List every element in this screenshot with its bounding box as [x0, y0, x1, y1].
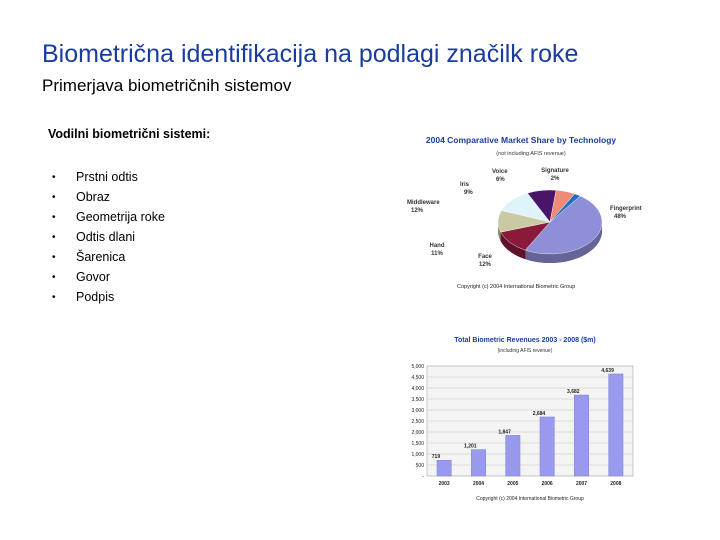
- bar-value-label: 3,682: [567, 388, 580, 395]
- list-item-label: Prstni odtis: [76, 170, 138, 184]
- list-item-label: Šarenica: [76, 250, 126, 264]
- pie-label-face: Face: [478, 254, 492, 260]
- list-item-label: Geometrija roke: [76, 210, 165, 224]
- list-item: [52, 167, 165, 187]
- pie-chart-title: 2004 Comparative Market Share by Technology: [425, 135, 617, 145]
- pie-slices: [498, 190, 602, 263]
- pie-label-signature: Signature: [541, 168, 569, 174]
- bar-2006: [540, 417, 554, 476]
- bar-x-tick-label: 2006: [541, 481, 553, 487]
- list-item-label: Odtis dlani: [76, 230, 136, 244]
- bar-y-ticks: [411, 364, 424, 480]
- bar-value-label: 4,639: [601, 367, 614, 374]
- bar-y-tick-label: 4,000: [411, 386, 424, 392]
- list-item: [52, 267, 165, 287]
- bullet-icon: •: [52, 171, 56, 183]
- bar-y-tick-label: 2,000: [411, 430, 424, 436]
- bar-2005: [506, 435, 520, 476]
- bar-value-label: 719: [431, 454, 441, 461]
- pie-label-iris: Iris: [460, 182, 470, 188]
- bar-2007: [574, 395, 588, 476]
- bar-x-tick-label: 2003: [438, 481, 450, 487]
- list-item: [52, 207, 165, 227]
- list-item-label: Podpis: [76, 290, 115, 304]
- pie-value-signature: 2%: [550, 176, 560, 182]
- bar-chart-svg: [395, 330, 640, 505]
- bar-chart-copyright: Copyright (c) 2004 International Biometric Group: [476, 496, 584, 502]
- pie-value-iris: 9%: [464, 190, 473, 196]
- list-item: [52, 227, 165, 247]
- bar-y-tick-label: -: [422, 474, 424, 480]
- bar-x-tick-label: 2008: [610, 481, 622, 487]
- market-share-pie-chart: [405, 130, 642, 295]
- pie-value-voice: 6%: [496, 177, 505, 183]
- bar-x-tick-label: 2005: [507, 481, 519, 487]
- pie-chart-svg: [405, 130, 642, 295]
- pie-value-hand: 11%: [431, 251, 443, 257]
- bullet-icon: •: [52, 231, 56, 243]
- pie-label-voice: Voice: [492, 169, 508, 175]
- list-item-label: Govor: [76, 270, 111, 284]
- bar-y-tick-label: 1,000: [411, 452, 424, 458]
- section-heading: Vodilni biometrični sistemi:: [48, 127, 211, 141]
- list-item: [52, 247, 165, 267]
- bar-y-tick-label: 3,500: [411, 397, 424, 403]
- bar-2004: [471, 450, 485, 476]
- bar-value-label: 2,684: [532, 410, 546, 417]
- bullet-icon: •: [52, 251, 56, 263]
- bar-2003: [437, 460, 451, 476]
- bullet-icon: •: [52, 291, 56, 303]
- bar-value-label: 1,201: [464, 443, 477, 450]
- bar-2008: [609, 374, 623, 476]
- bar-x-tick-label: 2007: [575, 481, 588, 487]
- pie-chart-subtitle: (not including AFIS revenue): [496, 151, 566, 157]
- pie-label-fingerprint: Fingerprint: [610, 206, 642, 212]
- bar-y-tick-label: 4,500: [411, 375, 424, 381]
- bar-chart-subtitle: (including AFIS revenue): [497, 348, 553, 354]
- bar-value-label: 1,847: [498, 429, 511, 436]
- bar-x-ticks: [439, 481, 622, 487]
- pie-label-middleware: Middleware: [407, 200, 440, 206]
- pie-value-face: 12%: [478, 262, 492, 268]
- bar-y-tick-label: 5,000: [411, 364, 424, 370]
- list-item: [52, 187, 165, 207]
- bar-y-tick-label: 500: [415, 463, 424, 469]
- pie-value-middleware: 12%: [411, 208, 424, 214]
- bullet-icon: •: [52, 271, 56, 283]
- bullet-list: [52, 167, 165, 307]
- list-item-label: Obraz: [76, 190, 111, 204]
- bullet-icon: •: [52, 191, 56, 203]
- pie-chart-copyright: Copyright (c) 2004 International Biometric Group: [457, 284, 576, 290]
- pie-label-hand: Hand: [429, 243, 445, 249]
- bar-y-tick-label: 2,500: [411, 419, 424, 425]
- list-item: [52, 287, 165, 307]
- bar-grid: [427, 366, 633, 476]
- slide-subtitle: Primerjava biometričnih sistemov: [42, 76, 292, 95]
- bar-chart-title: Total Biometric Revenues 2003 - 2008 ($m): [454, 337, 596, 344]
- bar-y-tick-label: 3,000: [411, 408, 424, 414]
- revenue-bar-chart: [395, 330, 640, 505]
- pie-value-fingerprint: 48%: [614, 214, 627, 220]
- bar-y-tick-label: 1,500: [411, 441, 424, 447]
- slide-title: Biometrična identifikacija na podlagi značilk roke: [42, 40, 579, 68]
- bullet-icon: •: [52, 211, 56, 223]
- bar-x-tick-label: 2004: [472, 481, 485, 487]
